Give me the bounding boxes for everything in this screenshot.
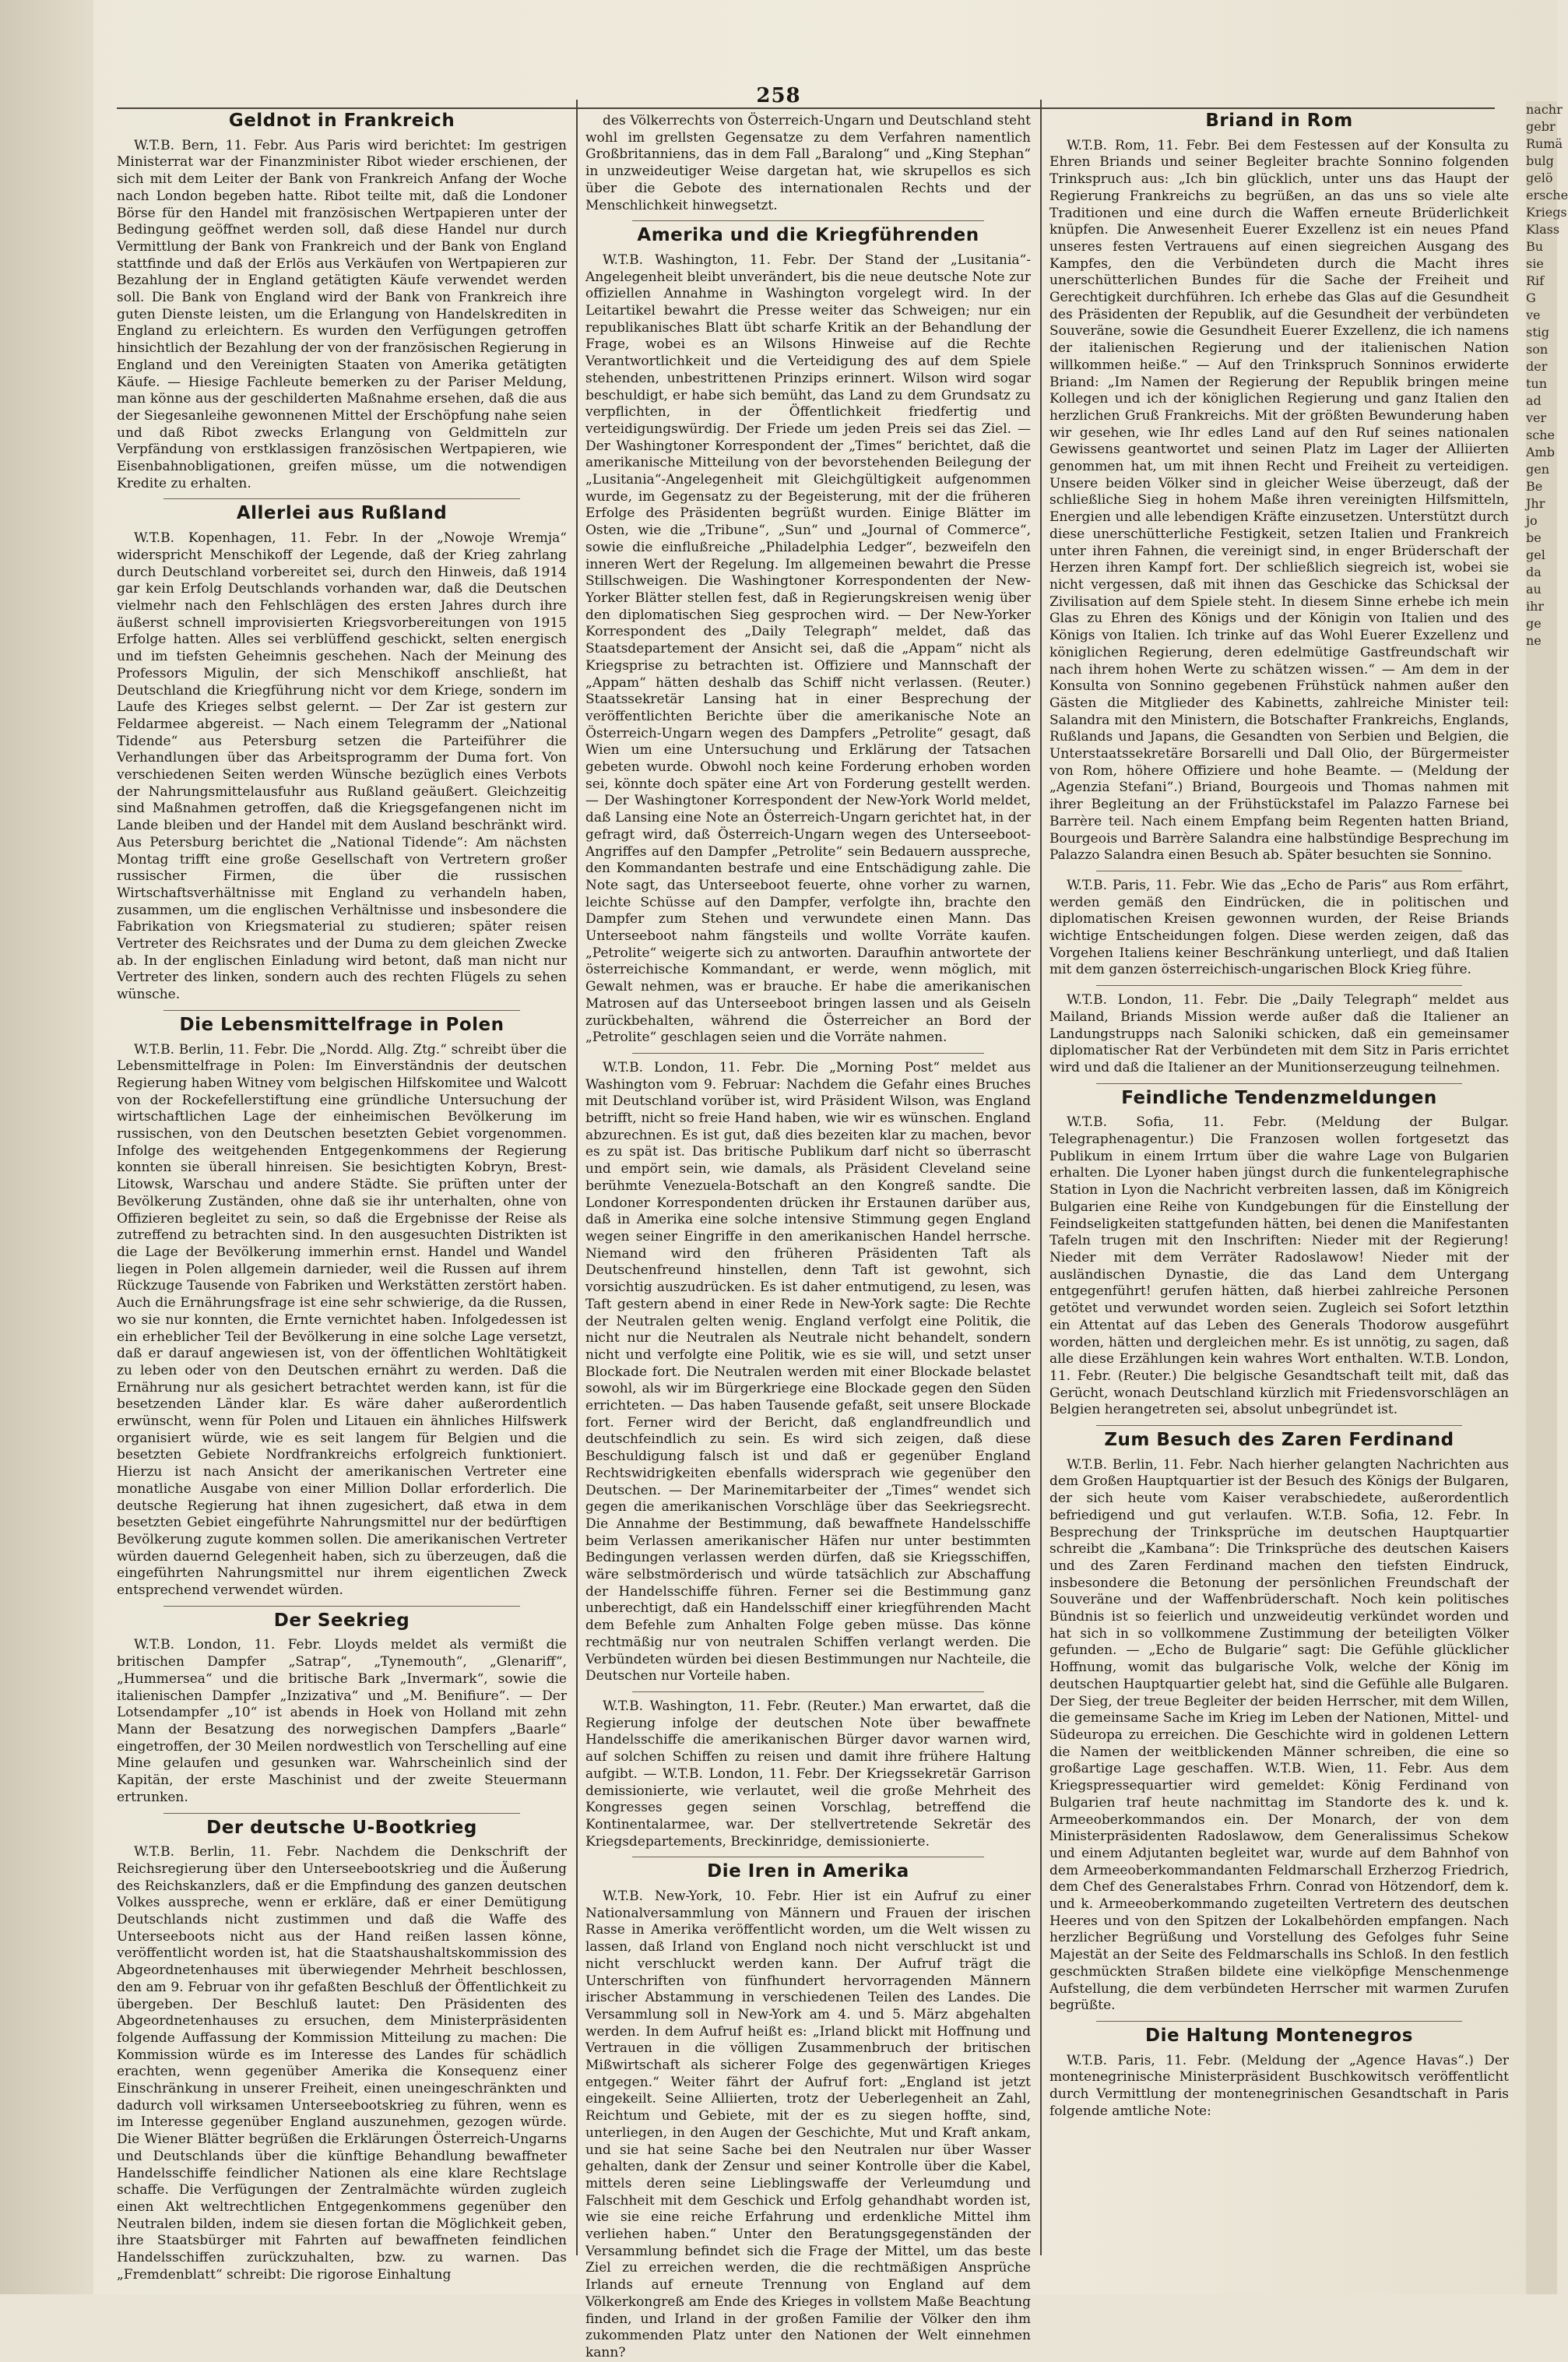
- article-headline: Briand in Rom: [1205, 111, 1353, 131]
- fragment-text: tun: [1526, 376, 1548, 391]
- article: [585, 1861, 1031, 2361]
- fragment-text: Amb: [1526, 445, 1555, 459]
- article-headline: Feindliche Tendenzmeldungen: [1121, 1087, 1437, 1108]
- fragment-text: gen: [1526, 462, 1550, 477]
- article-body: des Völkerrechts von Österreich-Ungarn und Deutschland steht wohl im grellsten Gegensatze zu dem Verfahren namentlich Großbritanniens, das in dem Fall „Baralong“ und „King Stephan“ in unzweideutiger Weise dargetan hat, wie skrupellos es sich über die Gebote des internationalen Rechts und der Menschlichkeit hinwegsetzt.: [585, 113, 1031, 213]
- article: [585, 113, 1031, 214]
- fragment-text: ihr: [1526, 599, 1545, 614]
- article-body: W.T.B. Bern, 11. Febr. Aus Paris wird berichtet: Im gestrigen Ministerrat war der Finanzminister Ribot wieder erschienen, der sich mit dem Leiter der Bank von Frankreich Anfang der Woche nach London begeben hatte. Ribot teilte mit, daß die Londoner Börse für den Handel mit französischen Wertpapieren unter der Bedingung geöffnet werden soll, daß diese Handel nur durch Vermittlung der Bank von Frankreich und der Bank von England stattfinde und daß der Erlös aus Verkäufen von Wertpapieren zur Bezahlung der in England getätigten Käufe verwendet werden soll. Die Bank von England wird der Bank von Frankreich ihre guten Dienste leisten, um die Erlangung von Handelskrediten in England zu erleichtern. Es wurden den Verfügungen getroffen hinsichtlich der Bezahlung der von der französischen Regierung in England und den Vereinigten Staaten von Amerika getätigten Käufe. — Hiesige Fachleute bemerken zu der Pariser Meldung, man könne aus der geschilderten Maßnahme ersehen, daß die aus der Siegesanleihe gewonnenen Mittel der Erschöpfung nahe seien und daß Ribot zwecks Erlangung von Geldmitteln zur Verpfändung von erstklassigen französischen Wertpapieren, wie Eisenbahnobligationen, greifen müsse, um die notwendigen Kredite zu erhalten.: [117, 137, 567, 491]
- adjacent-page-fragment: [1526, 101, 1568, 2294]
- fragment-text: sche: [1526, 428, 1555, 442]
- article-separator: [632, 1691, 984, 1692]
- fragment-text: gebr: [1526, 119, 1556, 134]
- article-separator: [163, 1010, 520, 1011]
- fragment-text: au: [1526, 582, 1542, 597]
- article-body: W.T.B. London, 11. Febr. Die „Morning Post“ meldet aus Washington vom 9. Februar: Nachdem die Gefahr eines Bruches mit Deutschland vorüber ist, wird Präsident Wilson, was England betrifft, nicht so freie Hand haben, wie wir es wünschen. England abzurechnen. Es ist gut, daß dies bezeiten klar zu machen, bevor es zu spät ist. Das britische Publikum darf nicht so überrascht und empört sein, wie damals, als Präsident Cleveland seine berühmte Venezuela-Botschaft an den Kongreß sandte. Die Londoner Korrespondenten drücken ihr Erstaunen darüber aus, daß in Amerika eine solche intensive Stimmung gegen England wegen seiner Eingriffe in den amerikanischen Handel herrsche. Niemand wird den früheren Präsidenten Taft als Deutschenfreund hinstellen, denn Taft ist gewohnt, sich vorsichtig auszudrücken. Es ist daher entmutigend, zu lesen, was Taft gestern abend in einer Rede in New-York sagte: Die Rechte der Neutralen gelten wenig. England verfolgt eine Politik, die nicht nur die Neutralen als Neutrale nicht behandelt, sondern nicht und verfolgte eine Politik, wie es sie will, und setzt unser Blockade fort. Die Neutralen werden mit einer Blockade belastet sowohl, als wir im Bürgerkriege eine Blockade gegen den Süden errichteten. — Das haben Tausende gefaßt, seit unsere Blockade fort. Ferner wird der Bericht, daß englandfreundlich und deutschfeindlich zu sein. Es wird sich zeigen, daß diese Beschuldigung falsch ist und daß er gegenüber England Rechtswidrigkeiten ebenfalls widersprach wie gegenüber den Deutschen. — Der Marinemitarbeiter der „Times“ wendet sich gegen die amerikanischen Vorschläge über das Seekriegsrecht. Die Annahme der Bestimmung, daß bewaffnete Handelsschiffe beim Verlassen amerikanischer Häfen nur unter bestimmten Bedingungen verlassen werden dürfen, daß sie Kriegsschiffen, wäre selbstmörderisch und würde tatsächlich zur Abschaffung der Handelsschiffe führen. Ferner sei die Bestimmung ganz unberechtigt, daß ein Handelsschiff einer kriegführenden Macht dem Befehle zum Anhalten Folge geben müsse. Das könne rechtmäßig nur von neutralen Schiffen verlangt werden. Die Verbündeten würden bei diesen Bestimmungen nur Nachteile, die Deutschen nur Vorteile haben.: [585, 1059, 1031, 1684]
- article-headline: Die Lebensmittelfrage in Polen: [179, 1014, 505, 1035]
- fragment-text: Jhr: [1526, 496, 1545, 511]
- article-headline: Der Seekrieg: [273, 1610, 410, 1631]
- fragment-text: Klass: [1526, 222, 1560, 237]
- article: [117, 1014, 567, 1600]
- fragment-text: Be: [1526, 479, 1543, 494]
- fragment-text: gel: [1526, 547, 1545, 562]
- fragment-text: ver: [1526, 410, 1547, 425]
- fragment-text: be: [1526, 530, 1542, 545]
- article-body: W.T.B. Berlin, 11. Febr. Nach hierher gelangten Nachrichten aus dem Großen Hauptquartier ist der Besuch des Königs der Bulgaren, der sich heute vom Kaiser verabschiedete, außerordentlich befriedigend und gut verlaufen. W.T.B. Sofia, 12. Febr. In Besprechung der Trinksprüche im deutschen Hauptquartier schreibt die „Kambana“: Die Trinksprüche des deutschen Kaisers und des Zaren Ferdinand machen den tiefsten Eindruck, insbesondere die Betonung der persönlichen Freundschaft der Souveräne und der Waffenbrüderschaft. Noch kein politisches Bündnis ist so feierlich und unzweideutig verkündet worden und hat sich in so vollkommene Zustimmung der beteiligten Völker gefunden. — „Echo de Bulgarie“ sagt: Die Gefühle glücklicher Hoffnung, womit das bulgarische Volk, welche der König im deutschen Hauptquartier gelebt hat, sind die Gefühle alle Bulgaren. Der Sieg, der treue Begleiter der beiden Herrscher, mit dem Willen, die gemeinsame Sache im Krieg im Leben der Nationen, Mittel- und Südeuropa zu erreichen. Die Geschichte wird in goldenen Lettern die Namen der weitblickenden Männer schreiben, die eine so großartige Lage geschaffen. W.T.B. Wien, 11. Febr. Aus dem Kriegspressequartier wird gemeldet: König Ferdinand von Bulgarien traf heute nachmittag im Standorte des k. und k. Armeeoberkommandos ein. Der Monarch, der von dem Ministerpräsidenten Radoslawow, dem Generalissimus Schekow und einem Adjutanten begleitet war, wurde auf dem Bahnhof von dem Armeeoberkommandanten Feldmarschall Erzherzog Friedrich, dem Chef des Generalstabes Frhrn. Conrad von Hötzendorf, dem k. und k. Armeeoberkommando zugeteilten Vertretern des deutschen Heeres und von den Spitzen der Lokalbehörden empfangen. Nach herzlicher Begrüßung und Vorstellung des Gefolges fuhr Seine Majestät an der Seite des Feldmarschalls ins Schloß. In den festlich geschmückten Straßen bildete eine vielköpfige Menschenmenge Aufstellung, die dem verbündeten Herrscher mit warmen Zurufen begrüßte.: [1049, 1456, 1509, 2014]
- article-separator: [1096, 985, 1462, 986]
- fragment-text: stig: [1526, 325, 1549, 340]
- article-separator: [163, 1813, 520, 1814]
- fragment-text: ge: [1526, 616, 1542, 631]
- article-body: W.T.B. Berlin, 11. Febr. Nachdem die Denkschrift der Reichsregierung über den Unterseebootskrieg und die Äußerung des Reichskanzlers, daß er die Empfindung des ganzen deutschen Volkes ausspreche, wenn er erkläre, daß er einer Demütigung Deutschlands nicht zustimmen und daß die Waffe des Unterseeboots nicht aus der Hand reißen lassen könne, veröffentlicht worden ist, hat die Staatshaushaltskommission des Abgeordnetenhauses mit überwiegender Mehrheit beschlossen, den am 9. Februar von ihr gefaßten Beschluß der Öffentlichkeit zu übergeben. Der Beschluß lautet: Den Präsidenten des Abgeordnetenhauses zu ersuchen, dem Ministerpräsidenten folgende Auffassung der Kommission Mitteilung zu machen: Die Kommission würde es im Interesse des Landes für schädlich erachten, wenn gegenüber Amerika die Konsequenz einer Einschränkung in unserer Freiheit, einen uneingeschränkten und dadurch voll wirksamen Unterseebootskrieg zu führen, wenn es im Interesse gegenüber England auszunehmen, gezogen würde. Die Wiener Blätter begrüßen die Erklärungen Österreich-Ungarns und Deutschlands über die künftige Behandlung bewaffneter Handelsschiffe feindlicher Nationen als eine klare Rechtslage schaffe. Die Verfügungen der Zentralmächte würden zugleich einen Akt weltrechtlichen Entgegenkommens gegenüber den Neutralen bilden, indem sie diesen fortan die Möglichkeit geben, ihre Staatsbürger mit Fahrten auf bewaffneten feindlichen Handelsschiffen zurückzuhalten, bzw. zu warnen. Das „Fremdenblatt“ schreibt: Die rigorose Einhaltung: [117, 1844, 567, 2283]
- article-headline: Zum Besuch des Zaren Ferdinand: [1104, 1430, 1454, 1451]
- fragment-text: G: [1526, 290, 1536, 305]
- article: [117, 113, 567, 492]
- article-body: W.T.B. Kopenhagen, 11. Febr. In der „Nowoje Wremja“ widerspricht Menschikoff der Legende, daß der Krieg zahrlang durch Deutschland vorbereitet sei, durch den Hinweis, daß 1914 gar kein Erfolg Deutschlands vorhanden war, daß die Deutschen vielmehr nach den Fehlschlägen des ersten Jahres durch ihre äußerst schnell improvisierten Kriegsvorbereitungen von 1915 Erfolge hatten. Alles sei verblüffend geschickt, selten energisch und im tiefsten Geheimnis geschehen. Nach der Meinung des Professors Migulin, der sich Menschikoff anschließt, hat Deutschland die Kriegführung nicht vor dem Kriege, sondern im Laufe des Krieges selbst gelernt. — Der Zar ist gestern zur Feldarmee abgereist. — Nach einem Telegramm der „National Tidende“ aus Petersburg setzen die Parteiführer die Verhandlungen über das Arbeitsprogramm der Duma fort. Von verschiedenen Seiten werden Wünsche bezüglich eines Verbots der Nahrungsmittelausfuhr aus Rußland geäußert. Gleichzeitig sind Maßnahmen getroffen, daß die Kriegsgefangenen nicht im Lande bleiben und der Handel mit dem Ausland beschränkt wird. Aus Petersburg berichtet die „National Tidende“: Am nächsten Montag trifft eine große Gesellschaft von Vertretern großer russischer Firmen, die über die russischen Wirtschaftsverhältnisse mit England zu verhandeln haben, zusammen, um die englischen Verhältnisse und insbesondere die Fabrikation von Kriegsmaterial zu studieren; später reisen Vertreter des Reichsrates und der Duma zu dem gleichen Zwecke ab. In der englischen Einladung wird betont, daß man nicht nur Vertreter des linken, sondern auch des rechten Flügels zu sehen wünsche.: [117, 530, 567, 1003]
- article-body: W.T.B. New-York, 10. Febr. Hier ist ein Aufruf zu einer Nationalversammlung von Männern und Frauen der irischen Rasse in Amerika veröffentlicht worden, um die Welt wissen zu lassen, daß Irland von England noch nicht verschluckt ist und nicht verschluckt werden kann. Der Aufruf trägt die Unterschriften von fünfhundert hervorragenden Männern irischer Abstammung in verschiedenen Teilen des Landes. Die Versammlung soll in New-York am 4. und 5. März abgehalten werden. In dem Aufruf heißt es: „Irland blickt mit Hoffnung und Vertrauen in die völligen Zusammenbruch der britischen Mißwirtschaft als sicherer Folge des gegenwärtigen Krieges entgegen.“ Weiter fährt der Aufruf fort: „England ist jetzt eingekeilt. Seine Alliierten, trotz der Ueberlegenheit an Zahl, Reichtum und Gebiete, mit der es zu siegen hoffte, sind, unterliegen, in den Augen der Geschichte, Mut und Kraft ankam, und sie hat seine Sache bei den Neutralen nur über Wasser gehalten, dank der Zensur und seiner Kontrolle über die Kabel, mittels deren seine Lieblingswaffe der Verleumdung und Falschheit mit dem Geschick und Erfolg gehandhabt worden ist, wie sie eine reiche Erfahrung und erdenkliche Mittel ihm verliehen haben.“ Unter den Beratungsgegenständen der Versammlung befindet sich die Frage der Mittel, um das beste Ziel zu erreichen werden, die die rechtmäßigen Ansprüche Irlands auf erneute Trennung von England auf dem Völkerkongreß am Ende des Krieges in vollstem Maße Beachtung finden, und Irland in der großen Familie der Völker den ihm zukommenden Platz unter den Nationen der Welt einnehmen kann?: [585, 1889, 1031, 2360]
- article-separator: [163, 498, 520, 499]
- article: [1049, 878, 1509, 979]
- fragment-text: Rif: [1526, 273, 1545, 288]
- column-1: [117, 111, 567, 2283]
- fragment-text: bulg: [1526, 153, 1554, 168]
- article: [117, 1610, 567, 1807]
- column-3: [1049, 113, 1509, 2248]
- fragment-text: gelö: [1526, 171, 1553, 185]
- column-divider: [576, 100, 578, 2255]
- article: [585, 1698, 1031, 1850]
- column-divider: [1040, 100, 1042, 2255]
- fragment-text: ne: [1526, 633, 1542, 648]
- article: [117, 505, 567, 1003]
- article: [117, 1817, 567, 2284]
- page-number: 258: [756, 84, 801, 107]
- fragment-text: son: [1526, 342, 1549, 357]
- article-body: W.T.B. Paris, 11. Febr. (Meldung der „Agence Havas“.) Der montenegrinische Ministerpräsident Buschkowitsch veröffentlicht durch Vermittlung der montenegrinischen Gesandtschaft in Paris folgende amtliche Note:: [1049, 2052, 1509, 2119]
- article-headline: Die Haltung Montenegros: [1145, 2025, 1413, 2046]
- fragment-text: nachr: [1526, 102, 1563, 117]
- article-body: W.T.B. Sofia, 11. Febr. (Meldung der Bulgar. Telegraphenagentur.) Die Franzosen wollen fortgesetzt das Publikum in einem Irrtum über die wahre Lage von Bulgarien erhalten. Die Lyoner haben jüngst durch die funkentelegraphische Station in Lyon die Nachricht verbreiten lassen, daß im Königreich Bulgarien eine Reihe von Kundgebungen für die Einstellung der Feindseligkeiten stattgefunden hätten, bei denen die Manifestanten Tafeln trugen mit den Inschriften: Nieder mit der Regierung! Nieder mit dem Verräter Radoslawow! Nieder mit der ausländischen Dynastie, die das Land dem Untergang entgegenführt! gerufen hätten, daß hierbei zahlreiche Personen getötet und verwundet worden seien. Zugleich sei Sofort letzthin ein Attentat auf das Leben des Generals Thodorow ausgeführt worden, hätten und dergleichen mehr. Es ist unnötig, zu sagen, daß alle diese Erzählungen kein wahres Wort enthalten. W.T.B. London, 11. Febr. (Reuter.) Die belgische Gesandtschaft teilt mit, daß das Gerücht, wonach Deutschland kürzlich mit Friedensvorschlägen an Belgien herangetreten sei, absolut unbegründet ist.: [1049, 1114, 1509, 1418]
- header-rule: [117, 107, 1495, 109]
- fragment-text: ad: [1526, 393, 1542, 408]
- fragment-text: jo: [1526, 513, 1538, 528]
- article-body: W.T.B. Berlin, 11. Febr. Die „Nordd. Allg. Ztg.“ schreibt über die Lebensmittelfrage in Polen: Im Einverständnis der deutschen Regierung haben Witney vom belgischen Hilfskomitee und Walcott von der Rockefellerstiftung eine gründliche Untersuchung der wirtschaftlichen Lage der einheimischen Bevölkerung im russischen, von den Deutschen besetzten Gebiet vorgenommen. Infolge des weitgehenden Entgegenkommens der Regierung konnten sie überall hinreisen. Sie besichtigten Kobryn, Brest-Litowsk, Warschau und andere Städte. Sie prüften unter der Bevölkerung Zuständen, ohne daß sie ihr unterhalten, ohne von Offizieren begleitet zu sein, so daß die Ergebnisse der Reise als zutreffend zu betrachten sind. In den ausgesuchten Distrikten ist die Lage der Bevölkerung immerhin ernst. Handel und Wandel liegen in Polen allgemein darnieder, weil die Russen auf ihrem Rückzuge Tausende von Fabriken und Werkstätten zerstört haben. Auch die Ernährungsfrage ist eine sehr schwierige, da die Russen, wo sie nur konnten, die Ernte vernichtet haben. Infolgedessen ist ein erheblicher Teil der Bevölkerung in eine solche Lage versetzt, daß er darauf angewiesen ist, von der öffentlichen Wohltätigkeit zu leben oder von den Deutschen ernährt zu werden. Daß die Ernährung nur als gesichert betrachtet werden kann, ist für die besetzenden Länder klar. Es wäre daher außerordentlich erwünscht, wenn für Polen und Litauen ein ähnliches Hilfswerk organisiert würde, wie es seit langem für Belgien und die besetzten Gebiete Nordfrankreichs erfolgreich funktioniert. Hierzu ist nach Ansicht der amerikanischen Vertreter eine monatliche Ausgabe von einer Million Dollar erforderlich. Die deutsche Regierung hat ihnen zugesichert, daß etwa in dem besetzten Gebiet eingeführte Nahrungsmittel nur der bedürftigen Bevölkerung zugute kommen sollen. Die amerikanischen Vertreter würden dauernd Gelegenheit haben, sich zu überzeugen, daß die eingeführten Nahrungsmittel nur ihrem eigentlichen Zweck entsprechend verwendet würden.: [117, 1041, 567, 1599]
- fragment-text: ve: [1526, 308, 1541, 322]
- article-headline: Die Iren in Amerika: [707, 1861, 909, 1882]
- article-body: W.T.B. Washington, 11. Febr. Der Stand der „Lusitania“-Angelegenheit bleibt unverändert, bis die neue deutsche Note zur offiziellen Annahme in Washington vorgelegt wird. In der Leitartikel bewahrt die Presse weiter das Schweigen; nur ein republikanisches Blatt übt scharfe Kritik an der Behandlung der Frage, wobei es an Wilsons Hinweise auf die Rechte Verantwortlichkeit und die Verteidigung des auf dem Spiele stehenden, unbestrittenen Prinzips erinnert. Wilson wird sogar beschuldigt, er habe sich bemüht, das Land zu dem Grundsatz zu verpflichten, in der Öffentlichkeit friedfertig und verteidigungswürdig. Der Friede um jeden Preis sei das Ziel. — Der Washingtoner Korrespondent der „Times“ berichtet, daß die amerikanische Mitteilung von der bevorstehenden Beilegung der „Lusitania“-Angelegenheit mit Gleichgültigkeit aufgenommen wurde, im Gegensatz zu der Begeisterung, mit der die früheren Erfolge des Präsidenten begrüßt wurden. Einige Blätter im Osten, wie die „Tribune“, „Sun“ und „Journal of Commerce“, sowie die einflußreiche „Philadelphia Ledger“, bezweifeln den inneren Wert der Regelung. Im allgemeinen bewahrt die Presse Stillschweigen. Die Washingtoner Korrespondenten der New-Yorker Blätter stellen fest, daß in Regierungskreisen wenig über den diplomatischen Sieg gesprochen wird. — Der New-Yorker Korrespondent des „Daily Telegraph“ meldet, daß das Staatsdepartement der Ansicht sei, daß die „Appam“ nicht als Kriegsprise zu betrachten ist. Offiziere und Mannschaft der „Appam“ hätten deshalb das Schiff nicht verlassen. (Reuter.) Staatssekretär Lansing hat in einer Besprechung der veröffentlichten Berichte über die amerikanische Note an Österreich-Ungarn wegen des Dampfers „Petrolite“ gesagt, daß Wien um eine Untersuchung und Erklärung der Tatsachen gebeten wurde. Obwohl noch keine Forderung erhoben worden sei, könnte doch später eine Art von Forderung gestellt werden. — Der Washingtoner Korrespondent der New-York World meldet, daß Lansing eine Note an Österreich-Ungarn gerichtet hat, in der gefragt wird, daß Österreich-Ungarn wegen des Unterseeboot-Angriffes auf den Dampfer „Petrolite“ sein Bedauern ausspreche, den Kommandanten bestrafe und eine Entschädigung zahle. Die Note sagt, das Unterseeboot feuerte, ohne vorher zu warnen, leichte Schüsse auf den Dampfer, verfolgte ihn, brachte den Dampfer zum Stehen und verwundete einen Mann. Das Unterseeboot nahm fängsteils und wollte Vorräte kaufen. „Petrolite“ weigerte sich zu antworten. Daraufhin antwortete der österreichische Kommandant, er werde, wenn möglich, mit Gewalt nehmen, was er brauche. Er habe die amerikanischen Matrosen auf das Unterseeboot bringen lassen und als Geiseln zurückbehalten, während die Österreicher an Bord der „Petrolite“ geschlagen seien und die Vorräte nahmen.: [585, 252, 1031, 1046]
- article-separator: [163, 1606, 520, 1607]
- fragment-text: sie: [1526, 256, 1544, 271]
- article-headline: Geldnot in Frankreich: [228, 111, 455, 131]
- article-separator: [1096, 2021, 1462, 2022]
- article-body: W.T.B. Washington, 11. Febr. (Reuter.) Man erwartet, daß die Regierung infolge der deutschen Note über bewaffnete Handelsschiffe die amerikanischen Bürger davor warnen wird, auf solchen Schiffen zu reisen und damit ihre frühere Haltung aufgibt. — W.T.B. London, 11. Febr. Der Kriegssekretär Garrison demissionierte, wie verlautet, weil die große Mehrheit des Kongresses gegen seinen Vorschlag, betreffend die Kontinentalarmee, war. Der stellvertretende Sekretär des Kriegsdepartements, Breckinridge, demissionierte.: [585, 1698, 1031, 1850]
- fragment-text: Rumä: [1526, 136, 1563, 151]
- fragment-text: Bu: [1526, 239, 1544, 254]
- fragment-text: Kriegs: [1526, 205, 1567, 220]
- article-body: W.T.B. London, 11. Febr. Die „Daily Telegraph“ meldet aus Mailand, Briands Mission werde außer daß die Italiener an Landungstrupps nach Saloniki schicken, daß ein gemeinsamer diplomatischer Rat der Verbündeten mit dem Sitz in Paris errichtet wird und daß die Italiener an der Munitionserzeugung teilnehmen.: [1049, 992, 1509, 1075]
- article: [1049, 1432, 1509, 2015]
- article-separator: [1096, 1425, 1462, 1426]
- article-headline: Allerlei aus Rußland: [236, 503, 448, 524]
- fragment-text: ersche: [1526, 188, 1568, 202]
- article: [585, 1060, 1031, 1685]
- column-2: [585, 113, 1031, 2360]
- article-headline: Der deutsche U-Bootkrieg: [206, 1817, 477, 1838]
- article: [1049, 2025, 1509, 2121]
- article-body: W.T.B. London, 11. Febr. Lloyds meldet als vermißt die britischen Dampfer „Satrap“, „Tynemouth“, „Glenariff“, „Hummersea“ und die britische Bark „Invermark“, sowie die italienischen Dampfer „Inzizativa“ und „M. Benifiure“. — Der Lotsendampfer „10“ ist abends in Hoek von Holland mit zehn Mann der Besatzung des norwegischen Dampfers „Baarle“ eingetroffen, der 30 Meilen nordwestlich von Terschelling auf eine Mine gelaufen und gesunken war. Wahrscheinlich sind der Kapitän, der erste Maschinist und der zweite Steuermann ertrunken.: [117, 1637, 567, 1805]
- article-separator: [632, 220, 984, 221]
- fragment-text: der: [1526, 359, 1548, 374]
- article-separator: [632, 1053, 984, 1054]
- article-headline: Amerika und die Kriegführenden: [637, 225, 979, 246]
- article: [1049, 992, 1509, 1077]
- article: [1049, 1087, 1509, 1419]
- page-gutter-shadow: [0, 0, 93, 2294]
- fragment-text: da: [1526, 565, 1542, 579]
- article-body: W.T.B. Paris, 11. Febr. Wie das „Echo de Paris“ aus Rom erfährt, werden gemäß den Eindrücken, die in politischen und diplomatischen Kreisen gewonnen wurden, der Reise Briands wichtige Entscheidungen folgen. Diese werden zeigen, daß das Vorgehen Italiens keiner Beschränkung unterliegt, und daß Italien mit dem ganzen österreichisch-ungarischen Block Krieg führe.: [1049, 877, 1509, 978]
- article-body: W.T.B. Rom, 11. Febr. Bei dem Festessen auf der Konsulta zu Ehren Briands und seiner Begleiter brachte Sonnino folgenden Trinkspruch aus: „Ich bin glücklich, unter uns das Haupt der Regierung Frankreichs zu begrüßen, an das uns so viele alte Traditionen und eine durch die Waffen erneute Brüderlichkeit knüpfen. Die Anwesenheit Euerer Exzellenz ist ein neues Pfand unseres festen Vertrauens auf einen siegreichen Ausgang des Kampfes, den die Verbündeten durch die Macht ihres unerschütterlichen Bundes für die Sache der Freiheit und Gerechtigkeit durchführen. Ich erhebe das Glas auf die Gesundheit des Präsidenten der Republik, auf die Gesundheit der verbündeten Souveräne, sowie die Gesundheit Euerer Exzellenz, die ich namens der italienischen Regierung und der italienischen Nation willkommen heiße.“ — Auf den Trinkspruch Sonninos erwiderte Briand: „Im Namen der Regierung der Republik bringen meine Kollegen und ich der königlichen Regierung und ganz Italien den herzlichen Gruß Frankreichs. Mit der größten Bewunderung haben wir gesehen, wie Ihr edles Land auf den Ruf seines nationalen Gewissens geantwortet und seinen Platz im Lager der Alliierten genommen hat, um mit ihnen Recht und Freiheit zu verteidigen. Unsere beiden Völker sind in gleicher Weise überzeugt, daß der schließliche Sieg in hohem Maße ihren vereinigten Hilfsmitteln, Energien und alle lebendigen Kräfte einzusetzen. Unterstützt durch diese unerschütterliche Festigkeit, setzen Italien und Frankreich unter ihren Fahnen, die vereinigt sind, in enger Brüderschaft der Herzen ihren Kampf fort. Der schließlich siegreich ist, wobei sie nicht vergessen, daß mit ihnen das Geschicke das Schicksal der Zivilisation auf dem Spiele steht. In diesem Sinne erhebe ich mein Glas zu Ehren des Königs und der Königin von Italien und des Königs von Italien. Ich trinke auf das Wohl Euerer Exzellenz und königlichen Regierung, deren edelmütige Gastfreundschaft wir nach ihrem hohen Werte zu schätzen wissen.“ — Am dem in der Konsulta von Sonnino gegebenen Frühstück nahmen außer den Gästen die Mitglieder des Kabinetts, zahlreiche Minister teil: Salandra mit den Ministern, die Botschafter Frankreichs, Englands, Rußlands und Japans, die Gesandten von Serbien und Belgien, die Unterstaatssekretäre Borsarelli und Dall Olio, der Bürgermeister von Rom, höhere Offiziere und hohe Beamte. — (Meldung der „Agenzia Stefani“.) Briand, Bourgeois und Thomas nahmen mit ihrer Begleitung an der Frühstückstafel im Palazzo Farnese bei Barrère teil. Nach einem Empfang beim Regenten hatten Briand, Bourgeois und Barrère Salandra eine halbstündige Besprechung im Palazzo Salandra einen Besuch ab. Später besuchten sie Sonnino.: [1049, 137, 1509, 864]
- article-separator: [1096, 1083, 1462, 1084]
- article: [585, 227, 1031, 1047]
- article: [1049, 113, 1509, 864]
